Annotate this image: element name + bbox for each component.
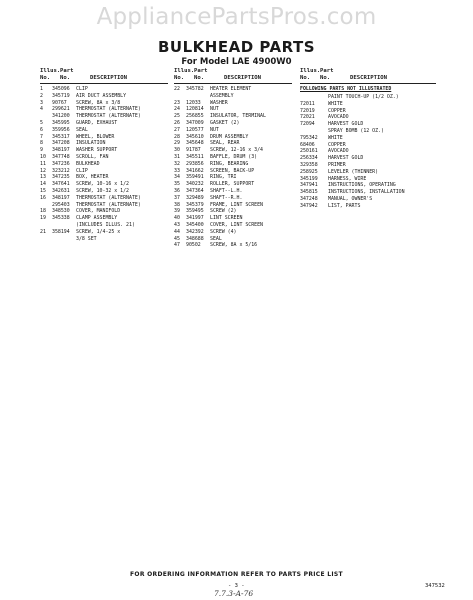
illus-number: 18 [40, 208, 46, 215]
part-row [40, 93, 168, 100]
part-row [300, 142, 436, 149]
parts-list [40, 86, 168, 242]
part-row [174, 120, 292, 127]
part-description: HARVEST GOLD [328, 155, 364, 162]
part-number: 345317 [52, 133, 70, 140]
illus-number: 10 [40, 153, 46, 160]
header-description: DESCRIPTION [90, 75, 128, 81]
column-header [174, 68, 292, 75]
part-row [174, 242, 292, 249]
part-number [52, 236, 76, 243]
handwritten-note: 7.7.3-A-76 [214, 589, 254, 598]
part-number: 250161 [300, 148, 318, 155]
part-number: 345610 [186, 133, 204, 140]
part-row [40, 140, 168, 147]
part-row [300, 121, 436, 128]
illus-number [174, 93, 186, 100]
part-description: SEAL [76, 126, 88, 133]
part-row [40, 208, 168, 215]
part-row [40, 113, 168, 120]
part-row [300, 196, 436, 203]
part-row [300, 128, 436, 135]
part-description: LEVELER (THINNER) [328, 168, 379, 175]
illus-number: 37 [174, 194, 180, 201]
part-number: 347748 [52, 153, 70, 160]
page-number: - 3 - [228, 583, 245, 589]
header-part: Part [60, 68, 74, 74]
part-number: 348688 [186, 235, 204, 242]
part-row [174, 106, 292, 113]
header-part: Part [320, 68, 334, 74]
part-number: 120577 [186, 126, 204, 133]
part-description: SEAL, REAR [210, 140, 240, 147]
part-description: DRUM ASSEMBLY [210, 133, 249, 140]
illus-number: 34 [174, 174, 180, 181]
part-description: SEAL [210, 235, 222, 242]
header-no: No. [174, 75, 185, 81]
part-row [174, 100, 292, 107]
part-row [174, 161, 292, 168]
part-row [300, 169, 436, 176]
column-header [40, 68, 168, 75]
part-description: BULKHEAD [76, 160, 100, 167]
part-number: 90502 [186, 242, 201, 249]
watermark: AppliancePartsPros.com [96, 4, 377, 30]
illus-number: 15 [40, 187, 46, 194]
illus-number: 25 [174, 113, 180, 120]
part-number: 345379 [186, 201, 204, 208]
part-row [40, 127, 168, 134]
illus-number: 43 [174, 221, 180, 228]
part-description: SHAFT--L.H. [210, 187, 243, 194]
part-description: INSULATOR, TERMINAL [210, 113, 266, 120]
illus-number: 28 [174, 133, 180, 140]
part-number: 345400 [186, 221, 204, 228]
part-row [300, 203, 436, 210]
part-row [174, 202, 292, 209]
column-header [174, 75, 292, 84]
illus-number: 40 [174, 215, 180, 222]
part-number: 293856 [186, 160, 204, 167]
header-no2: No. [60, 75, 71, 81]
part-row [40, 86, 168, 93]
part-description: AVOCADO [328, 114, 349, 121]
illus-number: 5 [40, 119, 43, 126]
part-description: SCREW, 12-16 x 3/4 [210, 147, 263, 154]
part-number: 347941 [300, 182, 318, 189]
illus-number: 31 [174, 153, 180, 160]
part-row [40, 147, 168, 154]
part-number: 341662 [186, 167, 204, 174]
part-row [40, 202, 168, 209]
part-number: 345199 [300, 175, 318, 182]
part-description: SCREW (2) [210, 208, 237, 215]
part-description: COVER, LINT SCREEN [210, 221, 263, 228]
illus-number: 6 [40, 126, 43, 133]
part-number: 72094 [300, 121, 315, 128]
part-row [300, 162, 436, 169]
part-row [174, 195, 292, 202]
header-description: DESCRIPTION [350, 75, 388, 81]
illus-number: 24 [174, 106, 180, 113]
part-number: 12033 [186, 99, 201, 106]
part-description: SCREW, 10-16 x 1/2 [76, 181, 129, 188]
part-description: WASHER [210, 99, 228, 106]
part-row [40, 229, 168, 236]
parts-list [174, 86, 292, 249]
part-description: NUT [210, 106, 219, 113]
illus-number: 44 [174, 228, 180, 235]
header-no: No. [40, 75, 51, 81]
part-row [174, 134, 292, 141]
illus-number: 7 [40, 133, 43, 140]
part-description: WHEEL, BLOWER [76, 133, 115, 140]
part-number: 342631 [52, 187, 70, 194]
part-description: INSULATION [76, 140, 106, 147]
part-description: GUARD, EXHAUST [76, 119, 118, 126]
part-row [174, 113, 292, 120]
part-number: 295403 [52, 201, 70, 208]
part-number: 348197 [52, 194, 70, 201]
part-number: 345815 [300, 189, 318, 196]
part-description: CLAMP ASSEMBLY [76, 215, 118, 222]
part-description: INSTRUCTIONS, INSTALLATION [328, 189, 405, 196]
illus-number: 36 [174, 187, 180, 194]
part-number: 347235 [52, 174, 70, 181]
part-description: WHITE [328, 134, 343, 141]
part-number: 359956 [52, 126, 70, 133]
part-row [300, 176, 436, 183]
page-title: BULKHEAD PARTS [157, 38, 315, 56]
part-description: RING, BEARING [210, 160, 249, 167]
part-row [300, 108, 436, 115]
illus-number [40, 236, 52, 243]
illus-number [40, 222, 52, 229]
part-number: 341997 [186, 215, 204, 222]
part-row [174, 86, 292, 93]
part-description: RING, TRI [210, 174, 237, 181]
not-illustrated-heading: FOLLOWING PARTS NOT ILLUSTRATED [300, 86, 392, 92]
part-number: 90767 [52, 99, 67, 106]
part-description: MANUAL, OWNER'S [328, 195, 373, 202]
part-description: WASHER SUPPORT [76, 147, 118, 154]
part-number: 348530 [52, 208, 70, 215]
illus-number: 21 [40, 228, 46, 235]
part-description: AVOCADO [328, 148, 349, 155]
part-description: ROLLER, SUPPORT [210, 181, 255, 188]
part-row [40, 168, 168, 175]
part-number: 341200 [52, 113, 70, 120]
part-number: 72021 [300, 114, 315, 121]
header-illus: Illus. [300, 68, 321, 74]
part-number: 256855 [186, 113, 204, 120]
part-description: LINT SCREEN [210, 215, 243, 222]
part-row [174, 229, 292, 236]
part-number: 329489 [186, 194, 204, 201]
part-description: AIR DUCT ASSEMBLY [76, 92, 127, 99]
part-row [300, 114, 436, 121]
part-description: BAFFLE, DRUM (3) [210, 153, 258, 160]
part-description: COVER, MANIFOLD [76, 208, 121, 215]
part-description: PAINT TOUCH-UP (1/2 OZ.) [328, 94, 399, 100]
part-row [300, 189, 436, 196]
part-description: GASKET (2) [210, 119, 240, 126]
part-description: THERMOSTAT (ALTERNATE) [76, 194, 141, 201]
illus-number: 12 [40, 167, 46, 174]
illus-number: 27 [174, 126, 180, 133]
part-number: 72019 [300, 107, 315, 114]
part-row [40, 120, 168, 127]
part-row [40, 174, 168, 181]
illus-number: 30 [174, 147, 180, 154]
part-number: 72011 [300, 100, 315, 107]
part-row [40, 215, 168, 222]
header-illus: Illus. [40, 68, 61, 74]
header-part: Part [194, 68, 208, 74]
part-number [300, 128, 328, 135]
part-description: HARVEST GOLD [328, 121, 364, 128]
part-number: 358194 [52, 228, 70, 235]
part-row [300, 135, 436, 142]
part-number: 359495 [186, 208, 204, 215]
part-row [40, 195, 168, 202]
part-description: COPPER [328, 107, 346, 114]
part-description: NUT [210, 126, 219, 133]
part-description: SCREEN, BACK-UP [210, 167, 255, 174]
sheet-code: 347532 [425, 583, 445, 589]
part-number [52, 222, 76, 229]
part-number: 340232 [186, 181, 204, 188]
part-number: 345096 [52, 86, 70, 92]
illus-number [40, 202, 52, 209]
part-description: THERMOSTAT (ALTERNATE) [76, 106, 141, 113]
part-number: 359491 [186, 174, 204, 181]
part-row [174, 93, 292, 100]
illus-number: 8 [40, 140, 43, 147]
parts-column-1 [40, 68, 168, 242]
part-description: SCREW, 8A x 3/8 [76, 99, 121, 106]
illus-number: 22 [174, 86, 180, 92]
part-row [300, 148, 436, 155]
part-number: 329358 [300, 161, 318, 168]
illus-number: 3 [40, 99, 43, 106]
illus-number: 9 [40, 147, 43, 154]
part-description: CLIP [76, 167, 88, 174]
part-row [40, 100, 168, 107]
illus-number: 1 [40, 86, 43, 92]
part-description: SCROLL, FAN [76, 153, 109, 160]
part-number: 256334 [300, 155, 318, 162]
part-row [300, 182, 436, 189]
part-number: 347364 [186, 187, 204, 194]
part-description: HEATER ELEMENT [210, 86, 252, 92]
part-row [174, 140, 292, 147]
part-description: SCREW, 10-32 x 1/2 [76, 187, 129, 194]
part-description: BOX, HEATER [76, 174, 109, 181]
part-number: 68406 [300, 141, 315, 148]
illus-number: 16 [40, 194, 46, 201]
part-number: 345338 [52, 215, 70, 222]
part-description: CLIP [76, 86, 88, 92]
part-row [40, 134, 168, 141]
part-number: 347641 [52, 181, 70, 188]
illus-number: 19 [40, 215, 46, 222]
part-number [300, 94, 328, 101]
part-number: 347208 [52, 140, 70, 147]
part-row [174, 236, 292, 243]
part-description: COPPER [328, 141, 346, 148]
illus-number [40, 113, 52, 120]
page-subtitle: For Model LAE 4900W0 [181, 57, 292, 67]
part-row [174, 154, 292, 161]
part-description: HARNESS, WIRE [328, 175, 367, 182]
part-row [174, 188, 292, 195]
illus-number: 45 [174, 235, 180, 242]
part-number: 345995 [52, 119, 70, 126]
part-number: 345719 [52, 92, 70, 99]
header-no: No. [300, 75, 311, 81]
part-row [300, 94, 436, 101]
part-row [174, 215, 292, 222]
part-row [174, 147, 292, 154]
part-row [174, 208, 292, 215]
part-description: THERMOSTAT (ALTERNATE) [76, 113, 141, 120]
part-description: SCREW, 8A x 5/16 [210, 242, 258, 249]
part-row [300, 155, 436, 162]
part-number: 323212 [52, 167, 70, 174]
part-description: 3/8 SET [76, 235, 97, 242]
part-row [40, 106, 168, 113]
illus-number: 11 [40, 160, 46, 167]
illus-number: 23 [174, 99, 180, 106]
illus-number: 39 [174, 208, 180, 215]
part-description: FRAME, LINT SCREEN [210, 201, 263, 208]
part-description: ASSEMBLY [210, 92, 234, 99]
part-description: PRIMER [328, 161, 346, 168]
illus-number: 13 [40, 174, 46, 181]
illus-number: 26 [174, 119, 180, 126]
part-number: 120814 [186, 106, 204, 113]
part-number [186, 93, 210, 100]
part-number: 347236 [52, 160, 70, 167]
part-number: 347248 [300, 195, 318, 202]
part-description: WHITE [328, 100, 343, 107]
part-row [300, 101, 436, 108]
illus-number: 4 [40, 106, 43, 113]
part-row [174, 127, 292, 134]
part-number: 258925 [300, 168, 318, 175]
part-row [40, 154, 168, 161]
part-row [174, 174, 292, 181]
part-number: 345648 [186, 140, 204, 147]
header-no2: No. [320, 75, 331, 81]
part-row [40, 188, 168, 195]
part-number: 347009 [186, 119, 204, 126]
part-description: LIST, PARTS [328, 202, 361, 209]
part-description: SHAFT--R.H. [210, 194, 243, 201]
part-row [40, 236, 168, 243]
part-row [40, 222, 168, 229]
part-row [174, 181, 292, 188]
part-row [174, 168, 292, 175]
illus-number: 38 [174, 201, 180, 208]
illus-number: 35 [174, 181, 180, 188]
part-description: (INCLUDES ILLUS. 21) [76, 221, 135, 228]
part-number: 345782 [186, 86, 204, 92]
part-description: SCREW, 1/4-25 x [76, 228, 121, 235]
header-description: DESCRIPTION [224, 75, 262, 81]
part-number: 348197 [52, 147, 70, 154]
illus-number: 14 [40, 181, 46, 188]
part-description: THERMOSTAT (ALTERNATE) [76, 201, 141, 208]
part-row [40, 161, 168, 168]
illus-number: 47 [174, 242, 180, 249]
illus-number: 33 [174, 167, 180, 174]
part-row [40, 181, 168, 188]
column-header [300, 75, 436, 84]
parts-column-2 [174, 68, 292, 249]
header-no2: No. [194, 75, 205, 81]
part-number: 342392 [186, 228, 204, 235]
ordering-footer: FOR ORDERING INFORMATION REFER TO PARTS PRICE LIST [130, 571, 343, 578]
part-description: SCREW (4) [210, 228, 237, 235]
part-description: SPRAY BOMB (12 OZ.) [328, 127, 384, 134]
part-number: 91787 [186, 147, 201, 154]
illus-number: 29 [174, 140, 180, 147]
parts-list [300, 94, 436, 210]
part-number: 299621 [52, 106, 70, 113]
column-header [300, 68, 436, 75]
illus-number: 2 [40, 92, 43, 99]
parts-column-3 [300, 68, 436, 210]
illus-number: 32 [174, 160, 180, 167]
header-illus: Illus. [174, 68, 195, 74]
part-row [174, 222, 292, 229]
part-number: 347942 [300, 202, 318, 209]
column-header [40, 75, 168, 84]
part-number: 345511 [186, 153, 204, 160]
part-description: INSTRUCTIONS, OPERATING [328, 182, 396, 189]
part-number: 795342 [300, 134, 318, 141]
